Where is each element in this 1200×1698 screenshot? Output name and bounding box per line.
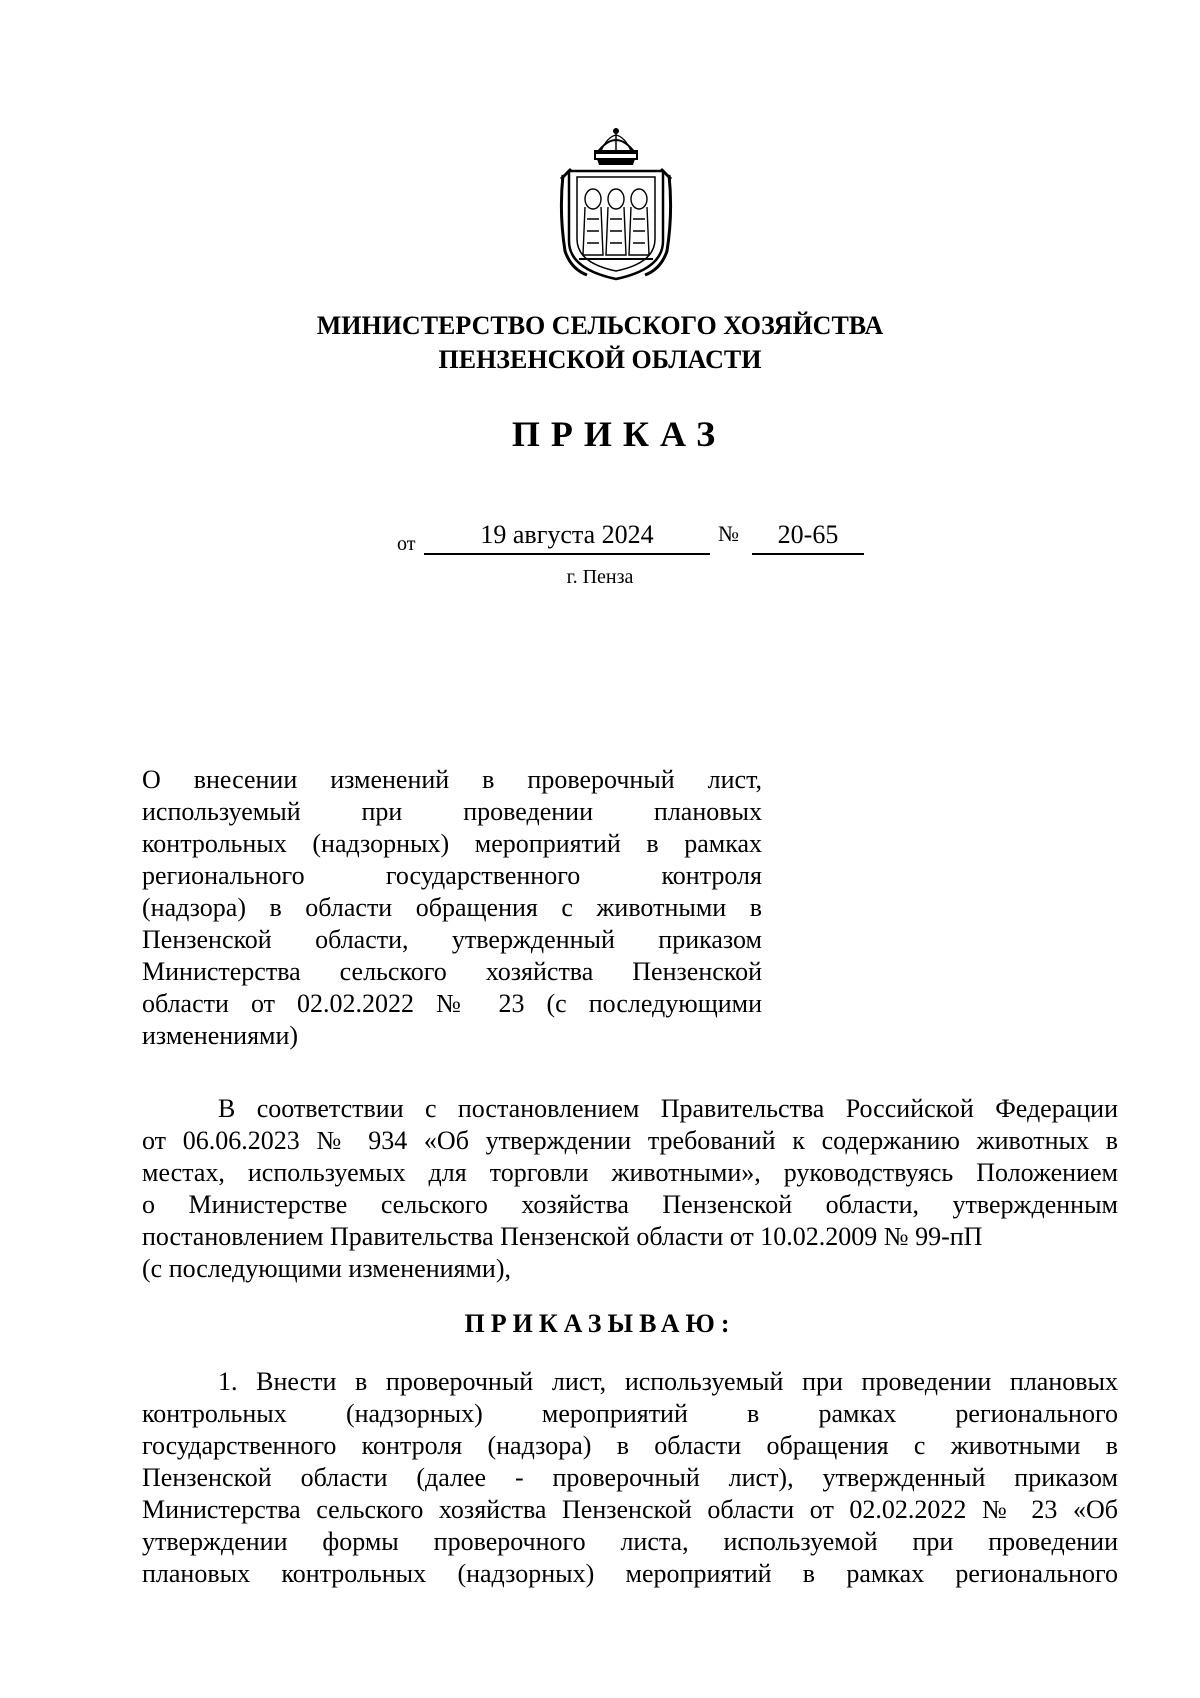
item-line: Пензенской области (далее - проверочный лист), утвержденный приказом — [142, 1463, 1118, 1492]
subject-line: О внесении изменений в проверочный лист, — [142, 765, 762, 794]
ministry-name-line1: МИНИСТЕРСТВО СЕЛЬСКОГО ХОЗЯЙСТВА — [316, 311, 884, 340]
subject-line: регионального государственного контроля — [142, 861, 762, 890]
preamble-line: В соответствии с постановлением Правительства Российской Федерации — [218, 1094, 1118, 1123]
subject-line: области от 02.02.2022 № 23 (с последующими — [142, 989, 762, 1018]
order-date: 19 августа 2024 — [424, 519, 710, 555]
subject-line: изменениями) — [142, 1021, 299, 1050]
document-type-title: ПРИКАЗ — [511, 414, 727, 454]
item-line: плановых контрольных (надзорных) мероприятий в рамках регионального — [142, 1559, 1118, 1588]
preamble-line: (с последующими изменениями), — [142, 1254, 512, 1283]
number-label: № — [718, 521, 739, 546]
item-line: 1. Внести в проверочный лист, используемый при проведении плановых — [218, 1367, 1118, 1396]
from-label: от — [397, 533, 416, 555]
item-line: государственного контроля (надзора) в области обращения с животными в — [142, 1431, 1118, 1460]
preamble-line: о Министерстве сельского хозяйства Пензенской области, утвержденным — [142, 1190, 1118, 1219]
subject-line: Пензенской области, утвержденный приказом — [142, 925, 762, 954]
ministry-name-line2: ПЕНЗЕНСКОЙ ОБЛАСТИ — [438, 345, 762, 374]
preamble-line: местах, используемых для торговли животными», руководствуясь Положением — [142, 1158, 1118, 1187]
preamble-line: от 06.06.2023 № 934 «Об утверждении требований к содержанию животных в — [142, 1126, 1118, 1155]
coat-of-arms-emblem — [557, 123, 675, 283]
item-line: Министерства сельского хозяйства Пензенской области от 02.02.2022 № 23 «Об — [142, 1495, 1118, 1524]
city-label: г. Пенза — [566, 566, 634, 588]
item-line: контрольных (надзорных) мероприятий в рамках регионального — [142, 1399, 1118, 1428]
subject-line: Министерства сельского хозяйства Пензенской — [142, 957, 762, 986]
item-1-paragraph — [142, 1366, 1118, 1590]
subject-line: используемый при проведении плановых — [142, 797, 762, 826]
item-line: утверждении формы проверочного листа, используемой при проведении — [142, 1527, 1118, 1556]
order-subject — [142, 764, 762, 1052]
preamble-line: постановлением Правительства Пензенской области от 10.02.2009 № 99-пП — [142, 1222, 983, 1251]
subject-line: контрольных (надзорных) мероприятий в рамках — [142, 829, 762, 858]
subject-line: (надзора) в области обращения с животными в — [142, 893, 762, 922]
preamble-paragraph — [142, 1093, 1118, 1285]
order-directive-heading: ПРИКАЗЫВАЮ: — [464, 1309, 736, 1338]
order-number: 20-65 — [752, 519, 864, 555]
